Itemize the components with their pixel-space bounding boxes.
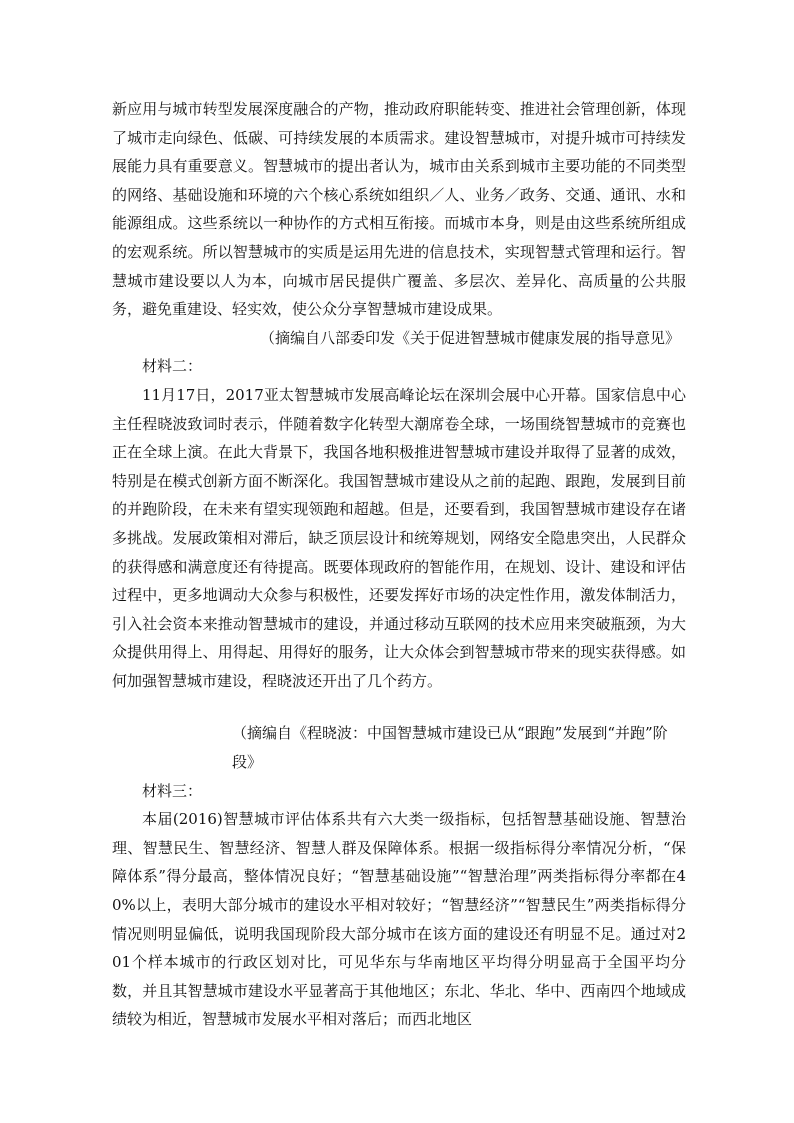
material-three-label: 材料三： [142,781,203,800]
material-two-label: 材料二： [142,357,203,376]
paragraph-2: 11月17日，2017亚太智慧城市发展高峰论坛在深圳会展中心开幕。国家信息中心主任程晓波致词时表示，伴随着数字化转型大潮席卷全球，一场围绕智慧城市的竞赛也正在全球上演。在此大背景下，我国各地积极推进智慧城市建设并取得了显著的成效，特别是在模式创新方面不断深化。我国智慧城市建设从之前的起跑、跟跑，发展到目前的并跑阶段，在未来有望实现领跑和超越。但是，还要看到，我国智慧城市建设存在诸多挑战。发展政策相对滞后，缺乏顶层设计和统筹规划，网络安全隐患突出，人民群众的获得感和满意度还有待提高。既要体现政府的智能作用，在规划、设计、建设和评估过程中，更多地调动大众参与积极性，还要发挥好市场的决定性作用，激发体制活力，引入社会资本来推动智慧城市的建设，并通过移动互联网的技术应用来突破瓶颈，为大众提供用得上、用得起、用得好的服务，让大众体会到智慧城市带来的现实获得感。如何加强智慧城市建设，程晓波还开出了几个药方。 [112,385,686,690]
paragraph-3: 本届(2016)智慧城市评估体系共有六大类一级指标，包括智慧基础设施、智慧治理、智慧民生、智慧经济、智慧人群及保障体系。根据一级指标得分率情况分析，“保障体系”得分最高，整体情况良好；“智慧基础设施”“智慧治理”两类指标得分率都在40%以上，表明大部分城市的建设水平相对较好；“智慧经济”“智慧民生”两类指标得分情况则明显偏低，说明我国现阶段大部分城市在该方面的建设还有明显不足。通过对201个样本城市的行政区划对比，可见华东与华南地区平均得分明显高于全国平均分数，并且其智慧城市建设水平显著高于其他地区；东北、华北、华中、西南四个地域成绩较为相近，智慧城市发展水平相对落后；而西北地区 [112,810,686,1029]
document-page [112,95,686,1034]
source-citation-2: （摘编自《程晓波：中国智慧城市建设已从“跟跑”发展到“并跑”阶段》 [232,724,668,772]
source-citation-1: （摘编自八部委印发《关于促进智慧城市健康发展的指导意见》 [259,328,680,347]
paragraph-1: 新应用与城市转型发展深度融合的产物，推动政府职能转变、推进社会管理创新，体现了城市走向绿色、低碳、可持续发展的本质需求。建设智慧城市，对提升城市可持续发展能力具有重要意义。智慧城市的提出者认为，城市由关系到城市主要功能的不同类型的网络、基础设施和环境的六个核心系统如组织／人、业务／政务、交通、通讯、水和能源组成。这些系统以一种协作的方式相互衔接。而城市本身，则是由这些系统所组成的宏观系统。所以智慧城市的实质是运用先进的信息技术，实现智慧式管理和运行。智慧城市建设要以人为本，向城市居民提供广覆盖、多层次、差异化、高质量的公共服务，避免重建设、轻实效，使公众分享智慧城市建设成果。 [112,100,686,319]
